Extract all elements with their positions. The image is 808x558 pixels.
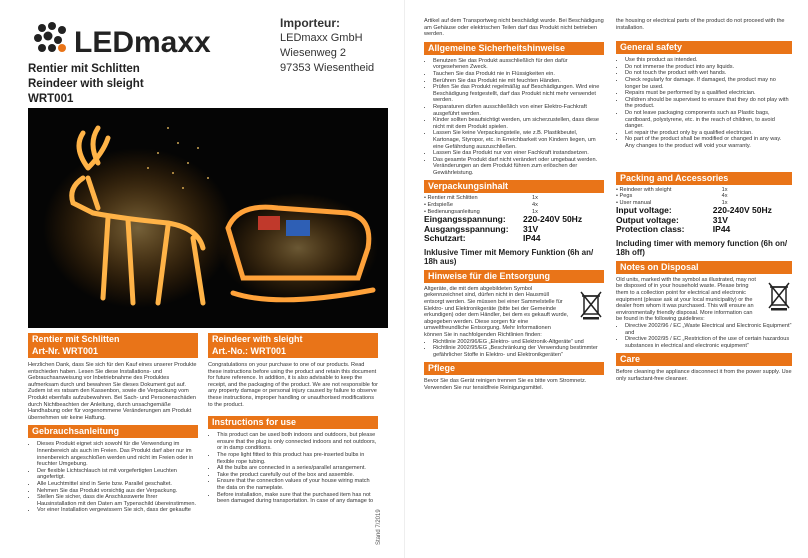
list-item: • Kinder sollten beaufsichtigt werden, um sicherzustellen, dass diese nicht mit dem Produkt spielen. xyxy=(433,117,604,130)
weee-bin-icon xyxy=(768,281,790,311)
spec-label: Input voltage: xyxy=(616,205,672,216)
section-title-disposal-en: Notes on Disposal xyxy=(616,261,792,274)
list-item: • Take the product carefully out of the box and assemble. xyxy=(217,472,378,479)
section-title-product-en: Reindeer with sleight xyxy=(208,333,378,346)
spec-value: 220-240V 50Hz xyxy=(523,214,583,225)
package-table-de xyxy=(424,195,604,215)
importer-street: Wiesenweg 2 xyxy=(280,47,347,59)
disposal-list-en xyxy=(616,323,792,349)
list-item: • Nehmen Sie das Produkt vorsichtig aus der Verpackung. xyxy=(37,488,198,495)
table-row: • Bedienungsanleitung 1x xyxy=(424,209,604,216)
importer-company: LEDmaxx GmbH xyxy=(280,32,363,44)
package-qty: 1x xyxy=(532,195,538,202)
list-item: • The rope light fitted to this product has pre-inserted bulbs in flexible rope tubing. xyxy=(217,452,378,465)
section-title-safety-en: General safety xyxy=(616,41,792,54)
list-item: • Do not leave packaging components such as Plastic bags, cardboard, polystyrene, etc. in the reach of children, to avoid danger. xyxy=(625,110,792,130)
logo-wordmark: LEDmaxx xyxy=(74,26,211,59)
section-title-safety-de: Allgemeine Sicherheitshinweise xyxy=(424,42,604,55)
package-table-en xyxy=(616,187,792,207)
list-item: • Tauchen Sie das Produkt nie in Flüssigkeiten ein. xyxy=(433,71,604,78)
section-title-disposal-de: Hinweise für die Entsorgung xyxy=(424,270,604,283)
section-title-care-de: Pflege xyxy=(424,362,604,375)
page-fold xyxy=(404,0,405,558)
package-qty: 4x xyxy=(532,202,538,209)
spec-label: Output voltage: xyxy=(616,214,679,225)
importer-block xyxy=(280,16,374,76)
list-item: • Use this product as intended. xyxy=(625,57,792,64)
section-title-care-en: Care xyxy=(616,353,792,366)
list-item: • Repairs must be performed by a qualified electrician. xyxy=(625,90,792,97)
safety-list-de xyxy=(424,58,604,177)
transport-text-de: Artikel auf dem Transportweg nicht beschädigt wurde. Bei Beschädigung am Gehäuse oder elektrischen Teilen darf das Produkt nicht betrieben werden. xyxy=(424,18,604,38)
list-item: • Do not touch the product with wet hands. xyxy=(625,70,792,77)
list-item: • Richtlinie 2002/95/EG „Beschränkung der Verwendung bestimmter gefährlicher Stoffe in Elektro- und Elektronikgeräten“ xyxy=(433,345,604,358)
package-item: Reindeer with sleight xyxy=(619,186,672,193)
weee-bin-icon xyxy=(580,290,602,320)
timer-note-de: Inklusive Timer mit Memory Funktion (6h an/ 18h aus) xyxy=(424,247,594,266)
importer-city: 97353 Wiesentheid xyxy=(280,62,375,74)
list-item: • All the bulbs are connected in a series/parallel arrangement. xyxy=(217,465,378,472)
package-item: User manual xyxy=(619,199,652,206)
spec-value: 31V xyxy=(712,214,728,225)
table-row xyxy=(616,225,792,235)
package-item: Bedienungsanleitung xyxy=(427,208,480,215)
section-title-usage-en: Instructions for use xyxy=(208,416,378,429)
list-item: • Alle Leuchtmittel sind in Serie bzw. Parallel geschaltet. xyxy=(37,481,198,488)
section-title-package-de: Verpackungsinhalt xyxy=(424,180,604,193)
disposal-text-de: Altgeräte, die mit dem abgebildeten Symbol gekennzeichnet sind, dürfen nicht in den Hausmüll entsorgt werden. Sie müssen bei einer Sammelstelle für Elektro- und Elektronikgeräte (bitte bei der Gemeinde erkundigen) oder dem Händler, bei dem es gekauft wurde, abgegeben werden. Diese sorgen für eine umweltfreundliche Entsorgung. Mehr Informationen können Sie in nachfolgenden Richtlinien finden: xyxy=(424,285,569,338)
spec-label: Protection class: xyxy=(616,224,685,235)
timer-note-en: Including timer with memory function (6h on/ 18h off) xyxy=(616,238,788,257)
list-item: • Ensure that the connection values of your house wiring match the data on the nameplate. xyxy=(217,478,378,491)
list-item: • Before installation, make sure that the purchased item has not been damaged during transportation. In case of any damage to xyxy=(217,492,378,505)
spec-value: 220-240V 50Hz xyxy=(712,205,772,216)
package-qty: 1x xyxy=(532,208,538,215)
column-de-intro xyxy=(28,333,198,514)
list-item: • Directive 2002/96 / EC „Waste Electrical and Electronic Equipment“ and xyxy=(625,323,792,336)
column-de-safety xyxy=(424,18,604,391)
disposal-list-de xyxy=(424,339,604,359)
spec-label: Eingangsspannung: xyxy=(424,214,506,225)
list-item: • Children should be supervised to ensure that they do not play with the product. xyxy=(625,97,792,110)
intro-text-de: Herzlichen Dank, dass Sie sich für den Kauf eines unserer Produkte entschieden haben. Lesen Sie diese Installations- und Gebrauchsanweisung vor Inbetriebnahme des Produktes aufmerksam durch und bewahren Sie dieses Dokument gut auf. Zudem ist es ratsam den Kassenbon, sowie die Verpackung vom Produkt ebenfalls aufzubewahren. Bei Sach- und Personenschäden durch Nichtbeachten der Anleitung, durch unsachgemäße Handhabung oder für vorgenommene Veränderungen am Produkt übernehmen wir keine Haftung. xyxy=(28,362,197,421)
list-item: • This product can be used both indoors and outdoors, but please ensure that the plug is only connected indoors and not outdoors, or in damp conditions. xyxy=(217,432,378,452)
list-item: • Directive 2002/95 / EC „Restriction of the use of certain hazardous substances in electrical and electronic equipment“ xyxy=(625,336,792,349)
package-item: Rentier mit Schlitten xyxy=(427,195,478,202)
product-title-de: Rentier mit Schlitten xyxy=(28,63,140,75)
usage-list-de xyxy=(28,441,198,514)
spec-label: Schutzart: xyxy=(424,233,466,244)
spec-table-en xyxy=(616,206,792,235)
section-title-package-en: Packing and Accessories xyxy=(616,172,792,185)
table-row xyxy=(424,234,604,244)
intro-text-en: Congratulations on your purchase to one of our products. Read these instructions before using the product and retain this document for future reference. In addition, it is also advisable to keep the receipt, and the packaging of the product. We are not responsible for any property damage or personal injury caused by failure to observe these instructions, improper handling or unauthorised modifications to the product. xyxy=(208,362,378,408)
list-item: • Richtlinie 2002/96/EG „Elektro- und Elektronik-Altgeräte“ und xyxy=(433,339,604,346)
package-qty: 1x xyxy=(721,199,728,206)
product-title-en: Reindeer with sleight xyxy=(28,78,144,90)
table-row: • Rentier mit Schlitten 1x xyxy=(424,195,604,202)
usage-list-en xyxy=(208,432,378,505)
importer-heading: Importeur: xyxy=(280,16,340,30)
care-text-de: Bevor Sie das Gerät reinigen trennen Sie es bitte vom Stromnetz. Verwenden Sie nur tensidfreie Reinigungsmittel. xyxy=(424,378,587,391)
spec-value: IP44 xyxy=(712,224,731,235)
product-photo xyxy=(28,108,388,328)
section-title-product-de: Rentier mit Schlitten xyxy=(28,333,198,346)
transport-text-en: the housing or electrical parts of the product do not proceed with the installation. xyxy=(616,18,785,31)
table-row: • User manual 1x xyxy=(616,200,792,207)
list-item: • Vor einer Installation vergewissern Sie sich, dass der gekaufte xyxy=(37,507,198,514)
product-title-block xyxy=(28,62,144,107)
section-article-number-de: Art-Nr. WRT001 xyxy=(28,346,198,358)
section-article-number-en: Art.-No.: WRT001 xyxy=(208,346,378,358)
spec-label: Ausgangsspannung: xyxy=(424,223,509,234)
table-row: • Reindeer with sleight 1x xyxy=(616,187,792,194)
revision-stamp: Stand 7/2019 xyxy=(376,509,382,545)
care-text-en: Before cleaning the appliance disconnect it from the power supply. Use only surfactant-free cleanser. xyxy=(616,369,792,382)
list-item: • Dieses Produkt eignet sich sowohl für die Verwendung im Innenbereich als auch im Freien. Das Produkt darf aber nur im innenbereich angeschloßen werden und nicht im Freien oder in feuchter Umgebung. xyxy=(37,441,198,467)
spec-value: 31V xyxy=(523,223,539,234)
section-title-usage-de: Gebrauchsanleitung xyxy=(28,425,198,438)
column-en-intro xyxy=(208,333,378,505)
package-item: Erdspieße xyxy=(427,202,454,209)
table-row: • Erdspieße 4x xyxy=(424,202,604,209)
package-qty: 4x xyxy=(721,193,728,200)
list-item: • No part of the product shall be modified or changed in any way. Any changes to the product will void your warranty. xyxy=(625,136,792,149)
safety-list-en xyxy=(616,57,792,149)
list-item: • Check regularly for damage. If damaged, the product may no longer be used. xyxy=(625,77,792,90)
list-item: • Stellen Sie sicher, dass die Anschlusswerte Ihrer Hausinstallation mit den Daten am Typenschild übereinstimmen. xyxy=(37,494,198,507)
spec-table-de xyxy=(424,215,604,244)
package-item: Pegs xyxy=(619,193,633,200)
list-item: • Der flexible Lichtschlauch ist mit vorgefertigten Leuchten angefertigt. xyxy=(37,468,198,481)
list-item: • Lassen Sie keine Verpackungsteile, wie z.B. Plastikbeutel, Kartonage, Styropor, etc. in Erreichbarkeit von Kindern liegen, um eine Gefährdung auszuschließen. xyxy=(433,130,604,150)
product-code: WRT001 xyxy=(28,93,74,105)
disposal-text-en: Old units, marked with the symbol as illustrated, may not be disposed of in your household waste. Please bring them to a collection point for electrical and electronic equipment (please ask at your local municipality) or the dealer from whom it was purchased. This will ensure an environmentally friendly disposal. More information can be found in the following guidelines: xyxy=(616,276,756,323)
list-item: • Prüfen Sie das Produkt regelmäßig auf Beschädigungen. Wird eine Beschädigung festgestellt, darf das Produkt nicht mehr verwendet werden. xyxy=(433,84,604,104)
list-item: • Do not immerse the product into any liquids. xyxy=(625,64,792,71)
column-en-safety xyxy=(616,18,792,383)
list-item: • Reparaturen dürfen ausschließlich von einer Elektro-Fachkraft ausgeführt werden. xyxy=(433,104,604,117)
list-item: • Let repair the product only by a qualified electrician. xyxy=(625,130,792,137)
table-row: • Pegs 4x xyxy=(616,193,792,200)
package-qty: 1x xyxy=(721,186,728,193)
list-item: • Berühren Sie das Produkt nie mit feuchten Händen. xyxy=(433,78,604,85)
list-item: • Lassen Sie das Produkt nur von einer Fachkraft instandsetzen. xyxy=(433,150,604,157)
ledmaxx-logo xyxy=(28,18,268,68)
spec-value: IP44 xyxy=(523,233,541,244)
list-item: • Benutzen Sie das Produkt ausschließlich für den dafür vorgesehenen Zweck. xyxy=(433,58,604,71)
list-item: • Das gesamte Produkt darf nicht verändert oder umgebaut werden. Veränderungen an dem Produkt führen zum erlöschen der Gewährleistung. xyxy=(433,157,604,177)
